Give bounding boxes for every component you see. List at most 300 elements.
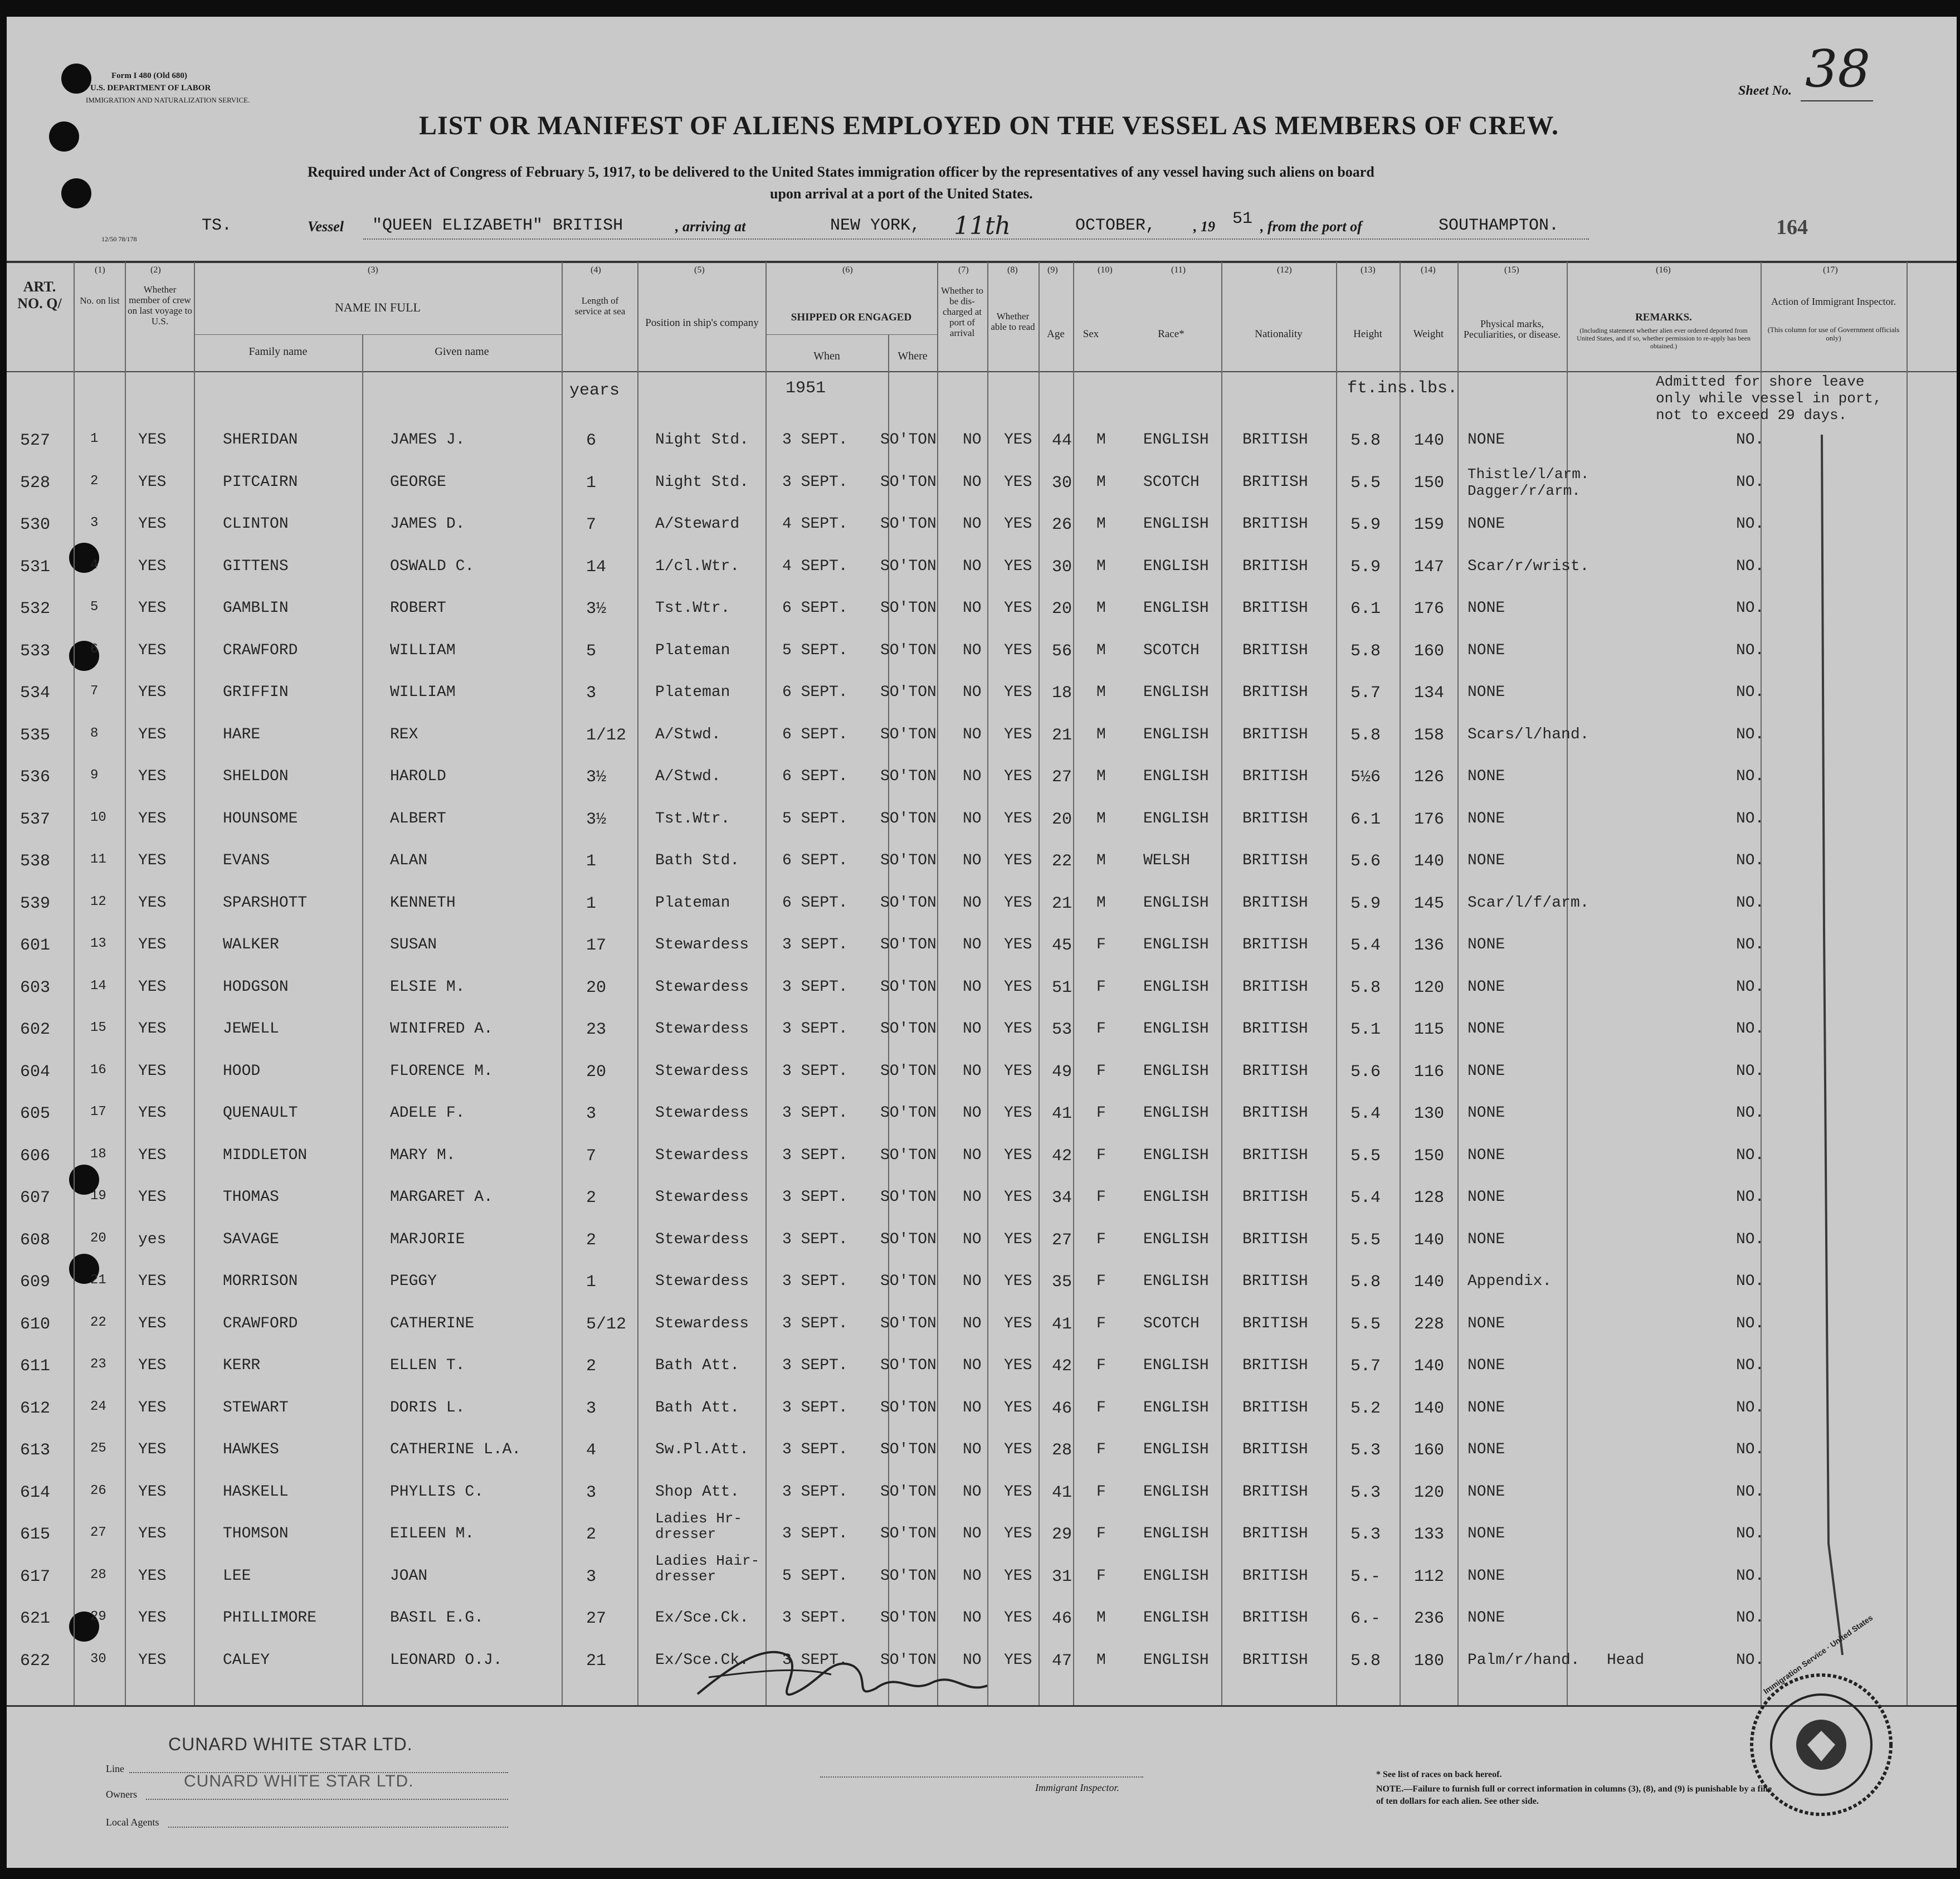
seal-text: Immigration Service · United States [1762,1613,1875,1696]
table-row [7,1231,1957,1270]
vessel-label: Vessel [308,218,344,235]
row-prev-voyage: YES [138,558,167,575]
row-shipped-where: SO'TON [880,1441,937,1458]
row-prev-voyage: YES [138,936,167,953]
row-inspector-action: NO. [1736,1441,1764,1458]
row-family-name: KERR [223,1357,261,1374]
row-family-name: HAWKES [223,1441,279,1458]
row-physical-marks: NONE [1467,1441,1505,1458]
row-prev-voyage: YES [138,1609,167,1627]
row-nationality: BRITISH [1242,1231,1308,1248]
row-prev-voyage: YES [138,894,167,912]
row-height: 5.3 [1350,1483,1381,1502]
col-number: (16) [1656,265,1671,275]
row-race: ENGLISH [1143,1609,1209,1627]
row-shipped-when: 3 SEPT. [782,1104,848,1122]
table-row [7,894,1957,933]
row-given-name: WILLIAM [390,684,456,701]
row-position: Ladies Hr-dresser [655,1510,743,1542]
shore-leave-stamp: Admitted for shore leave only while vessel in port, not to exceed 29 days. [1656,373,1882,423]
row-sex: M [1096,515,1106,533]
department: U.S. DEPARTMENT OF LABOR [90,84,211,93]
row-weight: 147 [1414,558,1445,577]
row-weight: 150 [1414,474,1445,493]
row-art-no: 530 [20,515,51,534]
row-shipped-when: 5 SEPT. [782,1568,848,1585]
row-physical-marks: NONE [1467,1609,1505,1627]
row-given-name: JOAN [390,1568,428,1585]
row-race: ENGLISH [1143,558,1209,575]
row-prev-voyage: YES [138,1315,167,1332]
row-given-name: EILEEN M. [390,1525,475,1542]
row-discharged: NO [963,768,982,785]
row-age: 31 [1052,1568,1072,1586]
row-height: 5.5 [1350,474,1381,493]
table-row [7,515,1957,554]
row-service-years: 3½ [586,810,607,829]
table-row [7,431,1957,470]
name-subrule [194,334,562,335]
row-position: Sw.Pl.Att. [655,1441,749,1458]
row-service-years: 1/12 [586,726,627,745]
row-art-no: 537 [20,810,51,829]
header-no-on-list: No. on list [80,295,120,306]
row-service-years: 3 [586,1568,597,1586]
row-list-no: 10 [90,810,106,825]
row-inspector-action: NO. [1736,642,1764,659]
row-art-no: 536 [20,768,51,787]
table-row [7,1552,1957,1607]
row-shipped-when: 3 SEPT. [782,1525,848,1542]
row-height: 5.8 [1350,979,1381,997]
row-inspector-action: NO. [1736,1147,1764,1164]
row-able-to-read: YES [1004,1441,1032,1458]
row-discharged: NO [963,642,982,659]
row-age: 20 [1052,810,1072,829]
row-nationality: BRITISH [1242,1315,1308,1332]
row-list-no: 28 [90,1568,106,1583]
row-service-years: 23 [586,1020,607,1039]
row-discharged: NO [963,852,982,869]
row-age: 21 [1052,894,1072,913]
row-shipped-when: 3 SEPT. [782,1189,848,1206]
row-discharged: NO [963,1231,982,1248]
row-height: 5.9 [1350,894,1381,913]
sheet-underline [1801,100,1873,101]
row-shipped-where: SO'TON [880,1399,937,1416]
row-discharged: NO [963,1357,982,1374]
row-discharged: NO [963,1063,982,1080]
row-age: 53 [1052,1020,1072,1039]
row-inspector-action: NO. [1736,726,1764,743]
row-given-name: HAROLD [390,768,446,785]
row-given-name: ALBERT [390,810,446,827]
row-shipped-when: 3 SEPT. [782,431,848,449]
row-sex: F [1096,1231,1106,1248]
row-sex: F [1096,1147,1106,1164]
row-family-name: CRAWFORD [223,642,298,659]
row-age: 21 [1052,726,1072,745]
row-physical-marks: NONE [1467,1104,1505,1122]
row-family-name: HODGSON [223,979,289,996]
row-service-years: 1 [586,852,597,871]
row-shipped-when: 3 SEPT. [782,936,848,953]
row-able-to-read: YES [1004,642,1032,659]
row-family-name: EVANS [223,852,270,869]
row-discharged: NO [963,1399,982,1416]
row-service-years: 1 [586,1273,597,1292]
row-weight: 140 [1414,1273,1445,1292]
row-weight: 180 [1414,1652,1445,1671]
row-prev-voyage: YES [138,726,167,743]
row-sex: M [1096,768,1106,785]
manifest-title: LIST OR MANIFEST OF ALIENS EMPLOYED ON THE VESSEL AS MEMBERS OF CREW. [419,111,1559,140]
row-given-name: KENNETH [390,894,456,912]
row-prev-voyage: YES [138,1399,167,1416]
row-service-years: 17 [586,936,607,955]
header-shipped-engaged: SHIPPED OR ENGAGED [791,311,912,323]
row-list-no: 12 [90,894,106,909]
row-age: 28 [1052,1441,1072,1460]
row-given-name: ELLEN T. [390,1357,465,1374]
row-age: 30 [1052,474,1072,493]
from-label: , from the port of [1260,218,1362,235]
subtitle-line-1: Required under Act of Congress of February 5, 1917, to be delivered to the United States immigration officer by the representatives of any vessel having such aliens on board [308,164,1374,180]
inspector-signature [686,1633,998,1716]
row-discharged: NO [963,810,982,827]
row-position: Stewardess [655,1273,749,1290]
row-discharged: NO [963,1104,982,1122]
header-inspector-action: Action of Immigrant Inspector. [1771,296,1896,307]
table-row [7,684,1957,723]
row-remarks: Head [1607,1652,1645,1669]
table-row [7,600,1957,639]
row-art-no: 617 [20,1568,51,1586]
row-position: Bath Std. [655,852,740,869]
row-weight: 133 [1414,1525,1445,1544]
row-weight: 176 [1414,810,1445,829]
header-length-of-service: Length of service at sea [574,295,626,317]
row-shipped-when: 5 SEPT. [782,810,848,827]
row-art-no: 602 [20,1020,51,1039]
table-row [7,726,1957,765]
row-discharged: NO [963,936,982,953]
row-shipped-when: 3 SEPT. [782,1441,848,1458]
row-physical-marks: NONE [1467,1525,1505,1542]
manifest-sheet [7,17,1957,1868]
row-family-name: PITCAIRN [223,474,298,491]
row-list-no: 6 [90,642,99,657]
row-position: Night Std. [655,474,749,491]
row-art-no: 605 [20,1104,51,1123]
row-able-to-read: YES [1004,1399,1032,1416]
row-race: ENGLISH [1143,1020,1209,1038]
row-list-no: 11 [90,852,106,867]
row-physical-marks: NONE [1467,1020,1505,1038]
row-physical-marks: NONE [1467,1231,1505,1248]
row-physical-marks: Thistle/l/arm. Dagger/r/arm. [1467,466,1590,499]
row-list-no: 15 [90,1020,106,1035]
departure-port: SOUTHAMPTON. [1439,216,1559,235]
table-row [7,1273,1957,1312]
row-weight: 150 [1414,1147,1445,1166]
row-physical-marks: NONE [1467,1315,1505,1332]
row-inspector-action: NO. [1736,1525,1764,1542]
row-race: SCOTCH [1143,642,1200,659]
table-row [7,768,1957,807]
row-nationality: BRITISH [1242,1609,1308,1627]
row-height: 5.9 [1350,515,1381,534]
row-art-no: 527 [20,431,51,450]
row-nationality: BRITISH [1242,1483,1308,1501]
row-weight: 116 [1414,1063,1445,1082]
row-height: 5.- [1350,1568,1381,1586]
row-age: 22 [1052,852,1072,871]
row-weight: 120 [1414,1483,1445,1502]
row-able-to-read: YES [1004,558,1032,575]
table-row [7,810,1957,849]
row-physical-marks: NONE [1467,768,1505,785]
row-height: 5.5 [1350,1231,1381,1250]
row-height: 5½6 [1350,768,1381,787]
row-nationality: BRITISH [1242,726,1308,743]
col-number: (5) [694,265,705,275]
row-able-to-read: YES [1004,979,1032,996]
row-height: 5.1 [1350,1020,1381,1039]
row-race: ENGLISH [1143,894,1209,912]
row-prev-voyage: YES [138,852,167,869]
row-shipped-when: 4 SEPT. [782,515,848,533]
row-prev-voyage: YES [138,1273,167,1290]
row-nationality: BRITISH [1242,600,1308,617]
service-name: IMMIGRATION AND NATURALIZATION SERVICE. [86,96,250,104]
row-inspector-action: NO. [1736,1104,1764,1122]
row-service-years: 5/12 [586,1315,627,1334]
row-race: ENGLISH [1143,768,1209,785]
row-inspector-action: NO. [1736,1020,1764,1038]
row-height: 6.1 [1350,810,1381,829]
row-given-name: ELSIE M. [390,979,465,996]
row-height: 5.6 [1350,1063,1381,1082]
row-weight: 136 [1414,936,1445,955]
row-sex: F [1096,1357,1106,1374]
row-weight: 228 [1414,1315,1445,1334]
row-discharged: NO [963,1609,982,1627]
row-discharged: NO [963,1315,982,1332]
row-list-no: 27 [90,1525,106,1540]
row-able-to-read: YES [1004,894,1032,912]
row-list-no: 7 [90,684,99,699]
row-able-to-read: YES [1004,1652,1032,1669]
row-able-to-read: YES [1004,726,1032,743]
table-row [7,642,1957,681]
row-able-to-read: YES [1004,1020,1032,1038]
row-race: ENGLISH [1143,979,1209,996]
row-nationality: BRITISH [1242,642,1308,659]
row-sex: F [1096,1441,1106,1458]
row-list-no: 25 [90,1441,106,1456]
row-list-no: 21 [90,1273,106,1288]
row-physical-marks: Palm/r/hand. [1467,1652,1580,1669]
row-age: 56 [1052,642,1072,661]
row-race: SCOTCH [1143,1315,1200,1332]
row-given-name: ADELE F. [390,1104,465,1122]
row-height: 5.8 [1350,1273,1381,1292]
row-family-name: HOUNSOME [223,810,298,827]
row-age: 41 [1052,1483,1072,1502]
row-prev-voyage: YES [138,1104,167,1122]
row-discharged: NO [963,1441,982,1458]
row-able-to-read: YES [1004,1063,1032,1080]
row-list-no: 5 [90,600,99,615]
row-position: Plateman [655,894,730,912]
row-position: Shop Att. [655,1483,740,1501]
row-nationality: BRITISH [1242,852,1308,869]
row-weight: 134 [1414,684,1445,703]
row-position: Stewardess [655,936,749,953]
row-nationality: BRITISH [1242,1104,1308,1122]
row-shipped-where: SO'TON [880,1189,937,1206]
row-list-no: 22 [90,1315,106,1330]
row-sex: M [1096,642,1106,659]
row-family-name: MORRISON [223,1273,298,1290]
row-art-no: 621 [20,1609,51,1628]
row-weight: 112 [1414,1568,1445,1586]
row-race: ENGLISH [1143,431,1209,449]
row-given-name: WINIFRED A. [390,1020,493,1038]
row-weight: 159 [1414,515,1445,534]
table-row [7,1441,1957,1480]
row-nationality: BRITISH [1242,1568,1308,1585]
row-position: A/Steward [655,515,740,533]
row-shipped-when: 6 SEPT. [782,852,848,869]
row-race: ENGLISH [1143,684,1209,701]
row-physical-marks: NONE [1467,1063,1505,1080]
row-nationality: BRITISH [1242,1273,1308,1290]
row-position: Stewardess [655,1104,749,1122]
row-family-name: HASKELL [223,1483,289,1501]
row-service-years: 3 [586,684,597,703]
company-line: CUNARD WHITE STAR LTD. [168,1734,413,1754]
table-row [7,936,1957,975]
row-shipped-when: 3 SEPT. [782,1147,848,1164]
row-sex: F [1096,1399,1106,1416]
row-discharged: NO [963,474,982,491]
punch-hole [61,178,91,208]
row-art-no: 539 [20,894,51,913]
row-position: 1/cl.Wtr. [655,558,740,575]
col-number: (7) [958,265,969,275]
row-sex: F [1096,979,1106,996]
row-given-name: OSWALD C. [390,558,475,575]
sheet-label: Sheet No. [1738,84,1792,98]
row-nationality: BRITISH [1242,894,1308,912]
row-nationality: BRITISH [1242,979,1308,996]
row-sex: M [1096,431,1106,449]
row-art-no: 612 [20,1399,51,1418]
row-age: 49 [1052,1063,1072,1082]
row-able-to-read: YES [1004,600,1032,617]
header-weight: Weight [1413,328,1444,340]
row-age: 29 [1052,1525,1072,1544]
row-race: ENGLISH [1143,1483,1209,1501]
row-race: ENGLISH [1143,1357,1209,1374]
row-prev-voyage: YES [138,1063,167,1080]
row-able-to-read: YES [1004,1609,1032,1627]
row-age: 51 [1052,979,1072,997]
row-sex: M [1096,558,1106,575]
row-list-no: 24 [90,1399,106,1414]
row-position: Bath Att. [655,1357,740,1374]
row-art-no: 613 [20,1441,51,1460]
inspector-label: Immigrant Inspector. [1035,1782,1119,1793]
row-position: Tst.Wtr. [655,600,730,617]
row-able-to-read: YES [1004,684,1032,701]
row-position: Ex/Sce.Ck. [655,1609,749,1627]
row-shipped-where: SO'TON [880,768,937,785]
row-inspector-action: NO. [1736,1231,1764,1248]
row-prev-voyage: YES [138,768,167,785]
row-nationality: BRITISH [1242,810,1308,827]
sheet-number: 38 [1805,39,1871,99]
table-row [7,1147,1957,1186]
row-family-name: SHELDON [223,768,289,785]
row-age: 30 [1052,558,1072,577]
row-service-years: 2 [586,1231,597,1250]
row-nationality: BRITISH [1242,474,1308,491]
row-physical-marks: NONE [1467,1483,1505,1501]
row-position: Ladies Hair-dresser [655,1552,760,1585]
row-inspector-action: NO. [1736,1315,1764,1332]
row-sex: F [1096,1483,1106,1501]
row-shipped-when: 6 SEPT. [782,894,848,912]
row-sex: F [1096,1273,1106,1290]
row-nationality: BRITISH [1242,515,1308,533]
row-art-no: 601 [20,936,51,955]
row-race: ENGLISH [1143,515,1209,533]
row-sex: M [1096,726,1106,743]
row-prev-voyage: YES [138,1652,167,1669]
row-position: Stewardess [655,1189,749,1206]
row-position: Stewardess [655,979,749,996]
row-shipped-when: 5 SEPT. [782,642,848,659]
agents-underline [168,1827,508,1828]
col-number: (6) [842,265,853,275]
row-discharged: NO [963,1020,982,1038]
row-sex: M [1096,894,1106,912]
row-given-name: REX [390,726,418,743]
row-prev-voyage: YES [138,1483,167,1501]
row-weight: 140 [1414,1399,1445,1418]
row-discharged: NO [963,1652,982,1669]
header-race: Race* [1158,328,1184,340]
header-position: Position in ship's company [645,317,759,329]
row-shipped-where: SO'TON [880,515,937,533]
row-shipped-where: SO'TON [880,1357,937,1374]
row-weight: 140 [1414,431,1445,450]
row-nationality: BRITISH [1242,1399,1308,1416]
row-weight: 126 [1414,768,1445,787]
row-shipped-where: SO'TON [880,979,937,996]
table-row [7,1357,1957,1396]
row-sex: F [1096,1104,1106,1122]
row-physical-marks: NONE [1467,852,1505,869]
row-sex: F [1096,1568,1106,1585]
row-able-to-read: YES [1004,1147,1032,1164]
row-family-name: HOOD [223,1063,261,1080]
row-age: 42 [1052,1357,1072,1376]
table-top-rule [7,261,1957,263]
